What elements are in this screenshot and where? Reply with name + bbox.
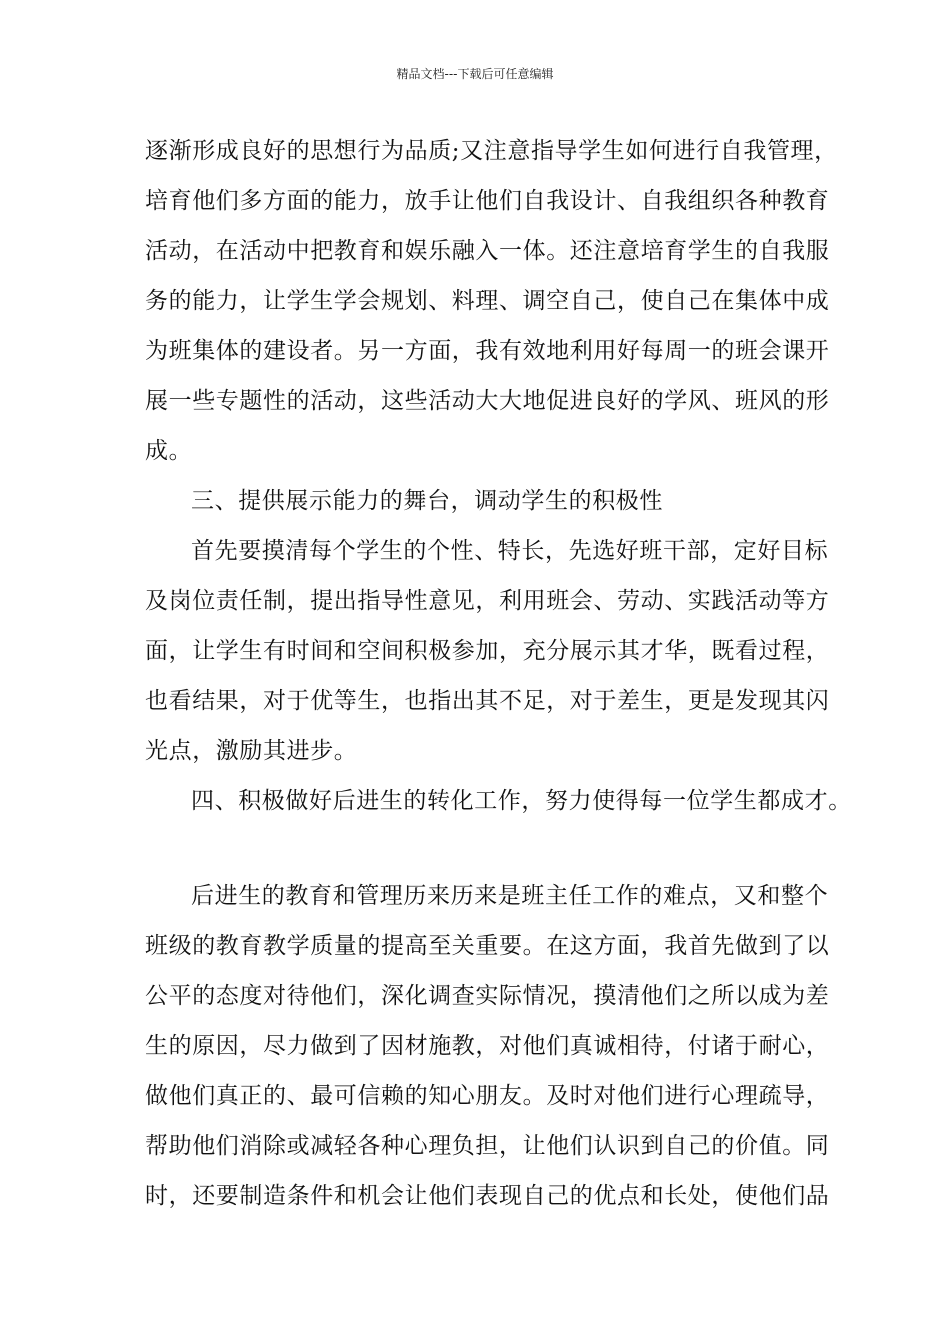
document-body-block-2 (145, 871, 830, 1221)
section-heading: 四、积极做好后进生的转化工作，努力使得每一位学生都成才。 (191, 788, 852, 814)
page-header: 精品文档---下载后可任意编辑 (396, 67, 554, 81)
section-heading: 三、提供展示能力的舞台，调动学生的积极性 (191, 488, 663, 514)
text-line: 做他们真正的、最可信赖的知心朋友。及时对他们进行心理疏导， (145, 1083, 830, 1109)
text-line: 首先要摸清每个学生的个性、特长，先选好班干部，定好目标 (191, 538, 829, 564)
text-line: 时，还要制造条件和机会让他们表现自己的优点和长处，使他们品 (145, 1183, 830, 1209)
text-line: 光点，激励其进步。 (145, 738, 358, 764)
text-line: 培育他们多方面的能力，放手让他们自我设计、自我组织各种教育 (145, 188, 830, 214)
text-line: 成。 (145, 438, 193, 464)
text-line: 后进生的教育和管理历来历来是班主任工作的难点，又和整个 (191, 883, 829, 909)
document-body-block-1 (145, 126, 852, 826)
text-line: 也看结果，对于优等生，也指出其不足，对于差生，更是发现其闪 (145, 688, 830, 714)
text-line: 活动，在活动中把教育和娱乐融入一体。还注意培育学生的自我服 (145, 238, 830, 264)
text-line: 为班集体的建设者。另一方面，我有效地利用好每周一的班会课开 (145, 338, 830, 364)
text-line: 面，让学生有时间和空间积极参加，充分展示其才华，既看过程， (145, 638, 830, 664)
text-line: 及岗位责任制，提出指导性意见，利用班会、劳动、实践活动等方 (145, 588, 830, 614)
text-line: 逐渐形成良好的思想行为品质;又注意指导学生如何进行自我管理， (145, 138, 838, 164)
text-line: 生的原因，尽力做到了因材施教，对他们真诚相待，付诸于耐心， (145, 1033, 830, 1059)
text-line: 公平的态度对待他们，深化调查实际情况，摸清他们之所以成为差 (145, 983, 830, 1009)
text-line: 班级的教育教学质量的提高至关重要。在这方面，我首先做到了以 (145, 933, 830, 959)
text-line: 展一些专题性的活动，这些活动大大地促进良好的学风、班风的形 (145, 388, 830, 414)
text-line: 帮助他们消除或减轻各种心理负担，让他们认识到自己的价值。同 (145, 1133, 830, 1159)
text-line: 务的能力，让学生学会规划、料理、调空自己，使自己在集体中成 (145, 288, 830, 314)
